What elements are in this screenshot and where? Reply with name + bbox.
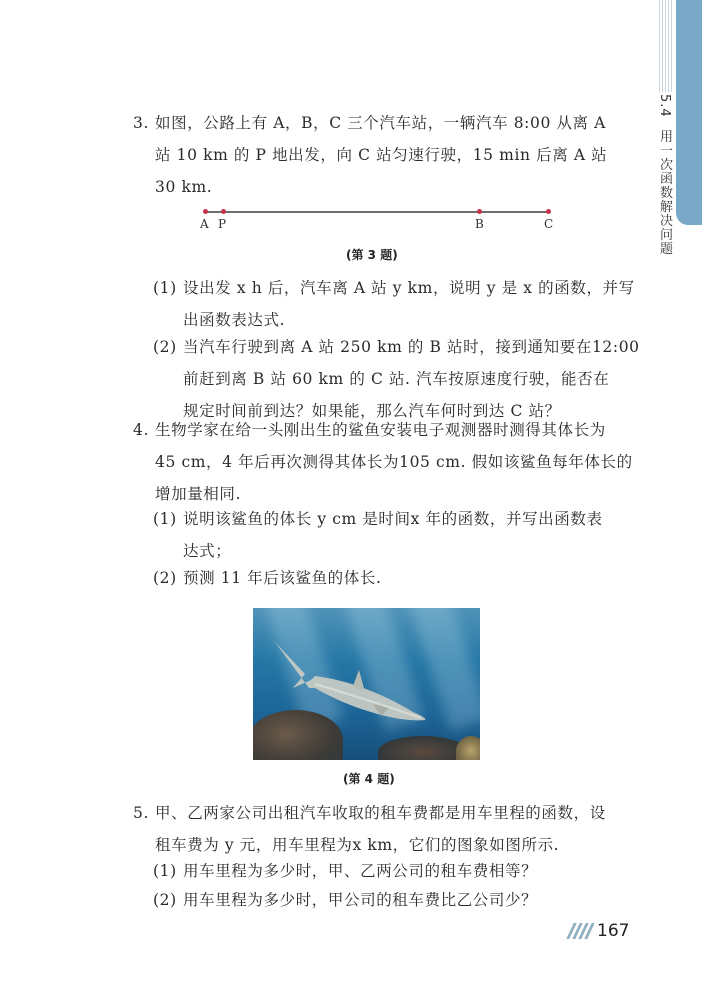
text-line: 租车费为 y 元，用车里程为x km，它们的图象如图所示. [155, 836, 560, 854]
text-line: 生物学家在给一头刚出生的鲨鱼安装电子观测器时测得其体长为 [155, 421, 606, 439]
sub-label: (2) [153, 569, 177, 587]
text-line: 30 km. [155, 178, 213, 196]
text-line: 达式； [183, 542, 232, 560]
problem-3-sub-2 [153, 331, 640, 427]
text-line: 出函数表达式. [183, 311, 286, 329]
problem-number: 5. [133, 804, 149, 822]
section-number: 5.4 [657, 94, 672, 118]
problem-5-sub-2 [153, 884, 537, 916]
sub-label: (1) [153, 279, 177, 297]
shark-photo [253, 608, 480, 760]
problem-4-sub-1 [153, 503, 603, 567]
page-number: 167 [597, 921, 630, 941]
page-footer [570, 921, 629, 941]
text-line: 如图，公路上有 A，B，C 三个汽车站，一辆汽车 8:00 从离 A [155, 114, 606, 132]
text-line: 设出发 x h 后，汽车离 A 站 y km，说明 y 是 x 的函数，并写 [183, 279, 635, 297]
sub-label: (1) [153, 510, 177, 528]
road-line [205, 211, 550, 213]
problem-number: 4. [133, 421, 149, 439]
point-c-marker [546, 209, 551, 214]
problem-5-sub-1 [153, 855, 537, 887]
sub-label: (2) [153, 338, 177, 356]
problem-4-sub-2 [153, 562, 382, 594]
text-line: 站 10 km 的 P 地出发，向 C 站匀速行驶，15 min 后离 A 站 [155, 146, 608, 164]
point-c-label: C [544, 217, 554, 231]
text-line: 规定时间前到达？如果能，那么汽车何时到达 C 站？ [183, 402, 561, 420]
text-line: 用车里程为多少时，甲公司的租车费比乙公司少？ [183, 891, 538, 909]
point-p-marker [221, 209, 226, 214]
figure-caption: (第 3 题) [346, 248, 398, 262]
point-p-label: P [218, 217, 227, 231]
figure-caption: (第 4 题) [343, 772, 395, 786]
problem-number: 3. [133, 114, 149, 132]
problem-3-sub-1 [153, 272, 635, 336]
sub-label: (1) [153, 862, 177, 880]
problem-4-stem [133, 414, 633, 510]
problem-3-stem [133, 107, 607, 203]
section-title: 用一次函数解决问题 [657, 129, 672, 256]
point-b-label: B [475, 217, 484, 231]
problem-5-stem [133, 797, 606, 861]
point-a-marker [203, 209, 208, 214]
text-line: 增加量相同. [155, 485, 242, 503]
section-header [654, 94, 674, 256]
chapter-side-tab [676, 0, 702, 225]
text-line: 当汽车行驶到离 A 站 250 km 的 B 站时，接到通知要在12:00 [183, 338, 640, 356]
point-b-marker [477, 209, 482, 214]
sub-label: (2) [153, 891, 177, 909]
text-line: 说明该鲨鱼的体长 y cm 是时间x 年的函数，并写出函数表 [183, 510, 603, 528]
stripes-decoration-icon [570, 923, 591, 939]
text-line: 预测 11 年后该鲨鱼的体长. [183, 569, 382, 587]
page-edge-lines [659, 0, 673, 92]
point-a-label: A [200, 217, 209, 231]
text-line: 45 cm，4 年后再次测得其体长为105 cm. 假如该鲨鱼每年体长的 [155, 453, 633, 471]
text-line: 甲、乙两家公司出租汽车收取的租车费都是用车里程的函数，设 [155, 804, 606, 822]
text-line: 用车里程为多少时，甲、乙两公司的租车费相等？ [183, 862, 538, 880]
text-line: 前赶到离 B 站 60 km 的 C 站. 汽车按原速度行驶，能否在 [183, 370, 610, 388]
